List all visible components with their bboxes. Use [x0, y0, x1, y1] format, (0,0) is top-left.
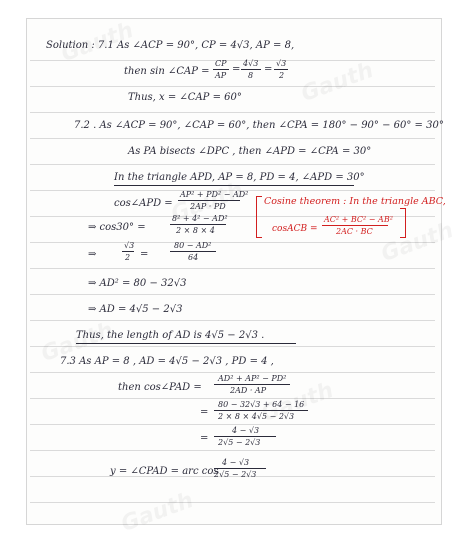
- red-bracket-left: [256, 196, 262, 238]
- rule-line: [30, 164, 435, 165]
- frac-denominator: 8: [248, 71, 254, 80]
- sin-cap-label: then sin ∠CAP =: [124, 66, 210, 77]
- y-angle-label: y = ∠CPAD = arc cos: [110, 466, 219, 477]
- frac-denominator: 2√5 − 2√3: [214, 470, 257, 479]
- equals-sign: =: [140, 249, 149, 260]
- frac-numerator: 4 − √3: [232, 426, 260, 435]
- fraction-bar: [241, 69, 261, 70]
- fraction-bar: [170, 224, 226, 225]
- cos-apd-label: cos∠APD =: [114, 198, 173, 209]
- step-72-line3: In the triangle APD, AP = 8, PD = 4, ∠APD = 30°: [114, 172, 365, 183]
- rule-line: [30, 112, 435, 113]
- rule-line: [30, 242, 435, 243]
- frac-numerator: AC² + BC² − AB²: [324, 215, 393, 224]
- equals-sign: =: [200, 433, 209, 444]
- frac-numerator: 4 − √3: [222, 458, 250, 467]
- equals-sign: =: [264, 64, 273, 75]
- frac-numerator: 4√3: [243, 59, 259, 68]
- rule-line: [30, 502, 435, 503]
- frac-numerator: 8² + 4² − AD²: [172, 214, 228, 223]
- rule-line: [30, 268, 435, 269]
- fraction-bar: [178, 200, 240, 201]
- fraction-bar: [122, 251, 134, 252]
- frac-numerator: AD² + AP² − PD²: [218, 374, 287, 383]
- rule-line: [30, 60, 435, 61]
- frac-denominator: 2AP · PD: [190, 202, 226, 211]
- equals-sign: =: [232, 64, 241, 75]
- equals-sign: =: [200, 407, 209, 418]
- fraction-bar: [322, 225, 388, 226]
- ad-squared: ⇒ AD² = 80 − 32√3: [88, 278, 187, 289]
- frac-denominator: 2 × 8 × 4√5 − 2√3: [218, 412, 295, 421]
- frac-denominator: AP: [215, 71, 227, 80]
- frac-numerator: √3: [124, 241, 135, 250]
- frac-numerator: CP: [215, 59, 227, 68]
- fraction-bar: [214, 410, 308, 411]
- step-73-line1: 7.3 As AP = 8 , AD = 4√5 − 2√3 , PD = 4 ,: [60, 356, 274, 367]
- rule-line: [30, 138, 435, 139]
- frac-denominator: 2AD · AP: [230, 386, 267, 395]
- underline: [114, 185, 354, 186]
- frac-denominator: 2: [279, 71, 285, 80]
- fraction-bar: [274, 69, 288, 70]
- fraction-bar: [214, 436, 276, 437]
- frac-denominator: 2AC · BC: [336, 227, 373, 236]
- implication-cos30: ⇒ cos30° =: [88, 222, 146, 233]
- conclusion-72: Thus, the length of AD is 4√5 − 2√3 .: [76, 330, 265, 341]
- fraction-bar: [214, 468, 266, 469]
- implication-arrow: ⇒: [88, 249, 97, 260]
- frac-numerator: 80 − 32√3 + 64 − 16: [218, 400, 305, 409]
- underline: [76, 343, 296, 344]
- frac-numerator: √3: [276, 59, 287, 68]
- rule-line: [30, 320, 435, 321]
- rule-line: [30, 86, 435, 87]
- frac-denominator: 64: [188, 253, 199, 262]
- conclusion-71: Thus, x = ∠CAP = 60°: [128, 92, 242, 103]
- rule-line: [30, 424, 435, 425]
- rule-line: [30, 372, 435, 373]
- frac-numerator: 80 − AD²: [174, 241, 212, 250]
- fraction-bar: [214, 384, 290, 385]
- fraction-bar: [170, 251, 216, 252]
- cosine-theorem-note: Cosine theorem : In the triangle ABC,: [264, 196, 446, 207]
- solution-header: Solution : 7.1 As ∠ACP = 90°, CP = 4√3, AP = 8,: [46, 40, 295, 51]
- frac-numerator: AP² + PD² − AD²: [180, 190, 249, 199]
- rule-line: [30, 450, 435, 451]
- rule-line: [30, 398, 435, 399]
- fraction-bar: [213, 69, 229, 70]
- frac-denominator: 2√5 − 2√3: [218, 438, 261, 447]
- cos-acb-label: cosACB =: [272, 224, 318, 234]
- step-72-line2: As PA bisects ∠DPC , then ∠APD = ∠CPA = 30°: [128, 146, 372, 157]
- cos-pad-label: then cos∠PAD =: [118, 382, 202, 393]
- step-72-line1: 7.2 . As ∠ACP = 90°, ∠CAP = 60°, then ∠CPA = 180° − 90° − 60° = 30°: [74, 120, 444, 131]
- red-bracket-right: [400, 208, 406, 238]
- frac-denominator: 2: [125, 253, 131, 262]
- rule-line: [30, 294, 435, 295]
- ad-value: ⇒ AD = 4√5 − 2√3: [88, 304, 183, 315]
- frac-denominator: 2 × 8 × 4: [176, 226, 215, 235]
